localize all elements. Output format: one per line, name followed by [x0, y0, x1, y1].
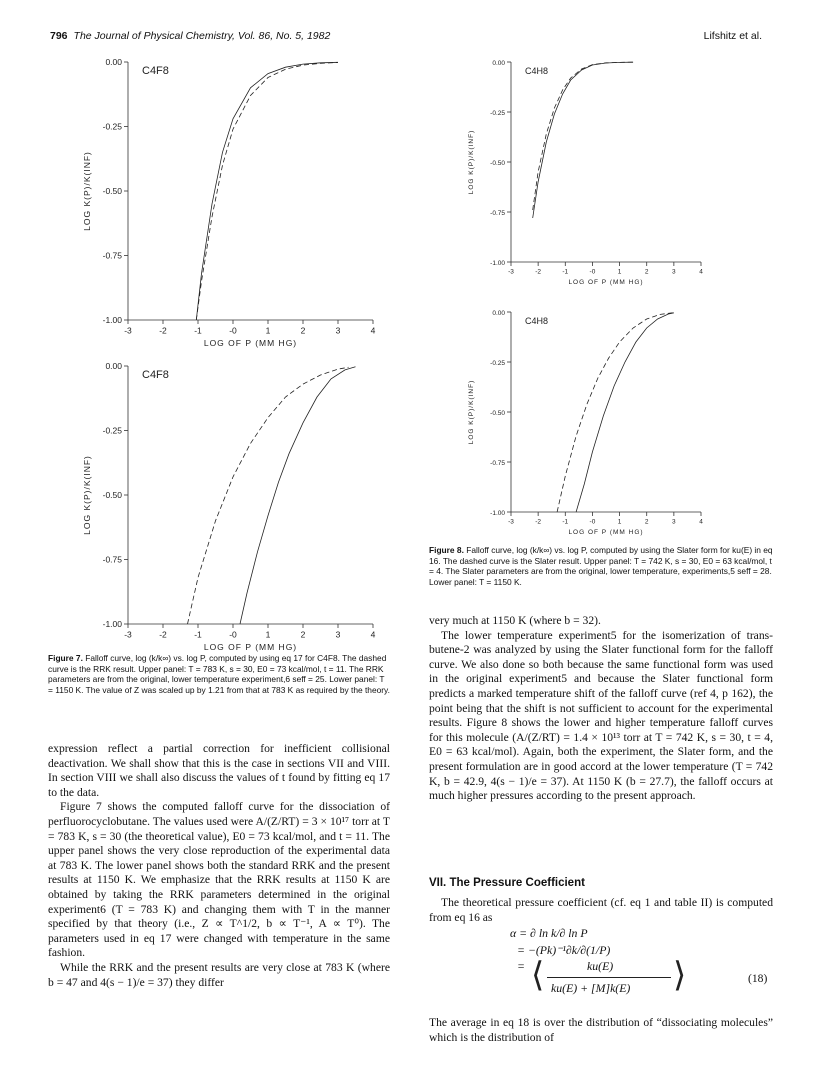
x-tick-label: 2 [644, 518, 649, 526]
x-tick-label: -2 [159, 325, 167, 336]
x-tick-label: -0 [589, 268, 596, 276]
x-tick-label: -3 [124, 629, 132, 640]
y-tick-label: -1.00 [490, 510, 505, 517]
x-tick-label: 1 [265, 629, 271, 640]
equation-line-2: = −(Pk)⁻¹∂k/∂(1/P) [517, 943, 611, 957]
y-axis-label: LOG K(P)/K(INF) [82, 455, 92, 535]
solid-series-line [533, 62, 633, 218]
x-tick-label: -1 [562, 518, 569, 526]
y-axis-label: LOG K(P)/K(INF) [468, 379, 475, 445]
x-tick-label: 4 [699, 518, 703, 526]
x-tick-label: -2 [535, 518, 542, 526]
y-tick-label: -0.25 [102, 121, 122, 132]
fig7-upper-chart [60, 50, 390, 350]
equation-number: (18) [748, 972, 768, 985]
right-column-text [429, 614, 773, 804]
x-tick-label: -1 [562, 268, 569, 276]
fig8-caption-label: Figure 8. [429, 545, 464, 555]
y-axis-label: LOG K(P)/K(INF) [468, 129, 475, 195]
right-column-text-2 [429, 896, 773, 925]
y-tick-label: -0.25 [102, 425, 122, 436]
fig7-caption [48, 653, 390, 695]
y-tick-label: -0.50 [490, 410, 505, 417]
dashed-series-line [188, 367, 349, 624]
x-tick-label: -3 [508, 518, 514, 526]
y-tick-label: -1.00 [102, 619, 122, 629]
fig7-caption-label: Figure 7. [48, 653, 83, 663]
author-header: Lifshitz et al. [703, 30, 762, 42]
y-tick-label: 0.00 [492, 60, 505, 67]
dashed-series-line [196, 63, 338, 321]
x-tick-label: 2 [644, 268, 649, 276]
paragraph: The theoretical pressure coefficient (cf. eq 1 and table II) is computed from eq 16 as [429, 896, 773, 924]
x-tick-label: -2 [535, 268, 542, 276]
equation-fraction: = ⟨ ku(E) ku(E) + [M]k(E) ⟩ [517, 955, 687, 995]
x-tick-label: -2 [159, 629, 167, 640]
paragraph: The average in eq 18 is over the distribution of “dissociating molecules” which is the distribution of [429, 1016, 773, 1044]
section-heading: VII. The Pressure Coefficient [429, 877, 585, 889]
x-tick-label: -1 [194, 325, 202, 336]
y-tick-label: -0.25 [490, 110, 505, 117]
fig8-caption-text: Falloff curve, log (k/k∞) vs. log P, computed by using the Slater form for ku(E) in eq 16. The dashed curve is the Slater result. Upper panel: T = 742 K, s = 30, E0 = 63 kcal/mol, t = 4. The Slater parameters are from the original, lower temperature, experiments,5 seff = 28. Lower panel: T = 1150 K. [429, 545, 773, 587]
dashed-series-line [557, 313, 674, 512]
x-tick-label: 4 [370, 325, 376, 336]
y-tick-label: -0.75 [102, 250, 122, 261]
x-tick-label: 4 [699, 268, 703, 276]
chart-title: C4F8 [142, 369, 169, 381]
x-tick-label: 2 [300, 629, 306, 640]
x-axis-label: LOG OF P (MM HG) [203, 642, 298, 652]
paragraph: While the RRK and the present results are very close at 783 K (where b = 47 and 4(s − 1)/e = 37) they differ [48, 960, 390, 989]
fig7-caption-text: Falloff curve, log (k/k∞) vs. log P, computed by using eq 17 for C4F8. The dashed curve is the RRK result. Upper panel: T = 783 K, s = 30, E0 = 73 kcal/mol, t = 11. The RRK parameters are from the original, lower temperature experiment,6 seff = 25. Lower panel: T = 1150 K. The value of Z was scaled up by 1.21 from that at 783 K as required by the theory. [48, 653, 390, 695]
fig7-lower-chart [60, 354, 390, 654]
y-tick-label: -0.50 [102, 490, 122, 500]
fig8-lower-chart [455, 300, 715, 540]
chart-title: C4H8 [525, 316, 549, 326]
x-tick-label: -3 [508, 268, 514, 276]
chart-title: C4F8 [142, 65, 169, 77]
x-tick-label: 1 [265, 325, 271, 336]
y-tick-label: 0.00 [492, 310, 505, 317]
y-tick-label: -1.00 [102, 315, 122, 325]
left-column-text [48, 742, 390, 990]
y-axis-label: LOG K(P)/K(INF) [82, 151, 92, 231]
y-tick-label: 0.00 [105, 361, 122, 371]
fraction-denominator: ku(E) + [M]k(E) [551, 981, 631, 995]
y-tick-label: -0.50 [102, 186, 122, 196]
x-tick-label: 3 [335, 325, 341, 336]
paragraph: expression reflect a partial correction for inefficient collisional deactivation. We shall show that this is the case in sections VII and VIII. In section VIII we shall also discuss the values of t found by fitting eq 17 to the data. [48, 742, 390, 799]
x-tick-label: 3 [672, 518, 676, 526]
solid-series-line [240, 367, 356, 624]
x-tick-label: -0 [229, 629, 237, 640]
equation-line-1: α = ∂ ln k/∂ ln P [510, 926, 588, 940]
y-tick-label: -1.00 [490, 260, 505, 267]
x-axis-label: LOG OF P (MM HG) [568, 529, 644, 536]
journal-name: The Journal of Physical Chemistry, Vol. 86, No. 5, 1982 [73, 30, 331, 42]
x-tick-label: 1 [617, 518, 622, 526]
x-tick-label: 3 [672, 268, 676, 276]
x-axis-label: LOG OF P (MM HG) [568, 279, 644, 286]
x-tick-label: -3 [124, 325, 132, 336]
y-tick-label: -0.75 [102, 554, 122, 565]
x-tick-label: -1 [194, 629, 202, 640]
x-tick-label: 1 [617, 268, 622, 276]
y-tick-label: 0.00 [105, 57, 122, 67]
paragraph: very much at 1150 K (where b = 32). [429, 614, 601, 627]
chart-title: C4H8 [525, 66, 549, 76]
paragraph: Figure 7 shows the computed falloff curve for the dissociation of perfluorocyclobutane. The values used were A/(Z/RT) = 3 × 10¹⁷ torr at T = 783 K, s = 30 (the theoretical value), E0 = 73 kcal/mol, and t = 11. The upper panel shows the very close reproduction of the experimental data at 783 K. The lower panel shows both the standard RRK and the present results at 1150 K. We emphasize that the RRK results at 1150 K are obtained by taking the RRK parameters determined in the original experiment6 (T = 783 K) and changing them with T in the manner specified by that theory (i.e., Z ∝ T^1/2, b ∝ T⁻¹, A ∝ T⁰). The parameters used in eq 17 were changed with temperature in the same fashion. [48, 800, 390, 960]
x-tick-label: 4 [370, 629, 376, 640]
x-tick-label: 2 [300, 325, 306, 336]
y-tick-label: -0.75 [490, 210, 505, 217]
y-tick-label: -0.50 [490, 160, 505, 167]
fig8-caption [429, 545, 773, 587]
x-tick-label: -0 [229, 325, 237, 336]
x-tick-label: 3 [335, 629, 341, 640]
y-tick-label: -0.25 [490, 360, 505, 367]
x-tick-label: -0 [589, 518, 596, 526]
paragraph: The lower temperature experiment5 for the isomerization of trans-butene-2 was analyzed by using the Slater functional form for the falloff curve. We also done so both because the same functional form was used in the original experiment5 and because the Slater functional form predicts a marked temperature shift of the falloff curve (ref 4, p 162), the point being that the shift is not sufficient to account for the experimental results. Figure 8 shows the lower and higher temperature falloff curves for this molecule (A/(Z/RT) = 1.4 × 10¹³ torr at T = 742 K, s = 30, t = 4, E0 = 63 kcal/mol). Again, both the experiment, the Slater form, and the present formulation are in good accord at the lower temperature (T = 742 K, b = 42.9, 4(s − 1)/e = 37). At 1150 K (b = 27.7), the falloff occurs at much higher pressures according to the present approach. [429, 628, 773, 803]
solid-series-line [576, 313, 674, 512]
page-number: 796 [50, 30, 68, 42]
right-column-text-3 [429, 1016, 773, 1045]
fraction-numerator: ku(E) [587, 959, 614, 973]
x-axis-label: LOG OF P (MM HG) [203, 338, 298, 348]
fig8-upper-chart [455, 50, 715, 295]
running-header [50, 30, 330, 42]
y-tick-label: -0.75 [490, 460, 505, 467]
